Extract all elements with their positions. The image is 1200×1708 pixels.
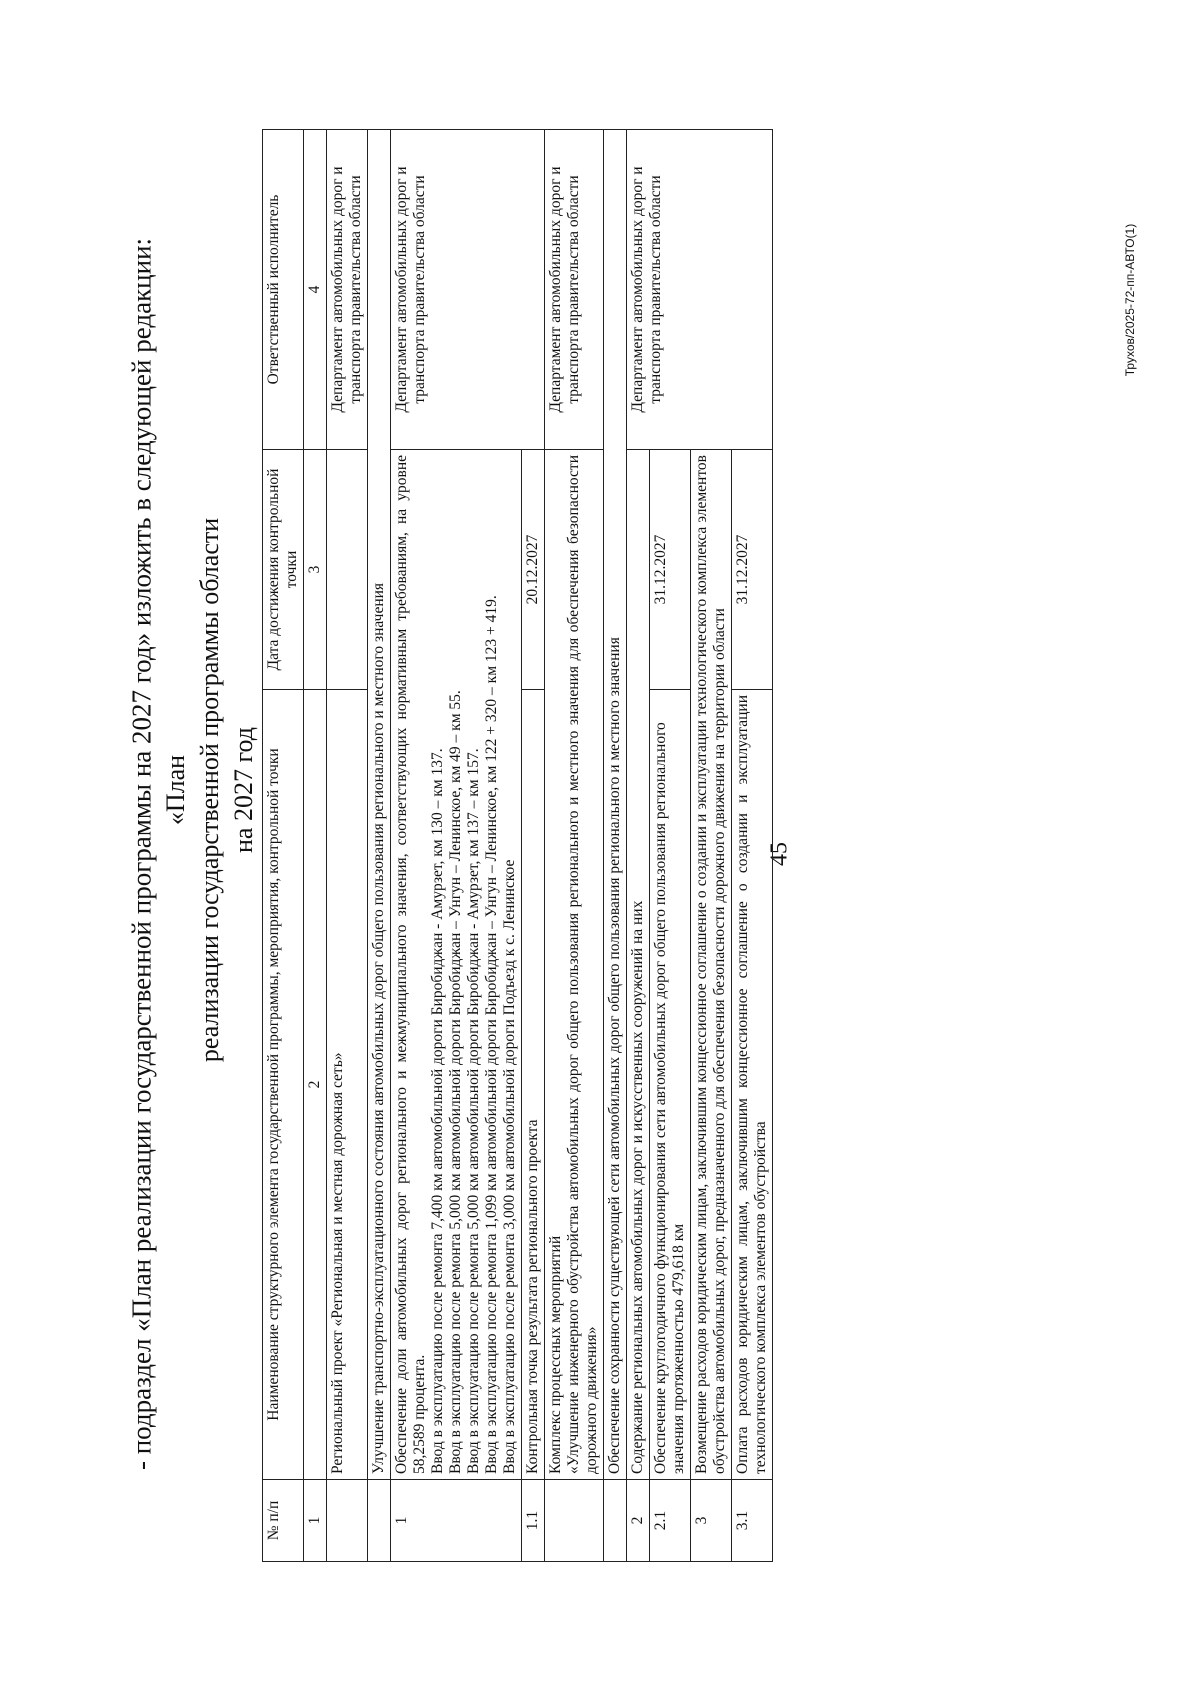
result-1-executor: Департамент автомобильных дорог и транспорта правительства области [391,130,545,450]
row-num: 3.1 [732,1480,773,1562]
col-number-3: 3 [304,450,327,690]
control-point-2-1-date: 31.12.2027 [650,450,691,690]
col-number-1: 1 [304,1480,327,1562]
result-1-p2: Ввод в эксплуатацию после ремонта 7,400 км автомобильной дороги Биробиджан - Амурзет, км 130 – км 137. [429,748,446,1474]
page-number: 45 [766,842,793,866]
result-1-description [391,450,522,1480]
result-1-p5: Ввод в эксплуатацию после ремонта 1,099 км автомобильной дороги Биробиджан – Унгун – Ленинское, км 122 + 320 – км 123 + 419. [483,595,500,1474]
col-number-2: 2 [304,690,327,1480]
control-point-name: Контрольная точка результата регионального проекта [522,690,545,1480]
col-number-4: 4 [304,130,327,450]
table-header-row [263,130,304,1562]
cell-num [368,1480,391,1562]
result-1-p1: Обеспечение доли автомобильных дорог регионального и межмуниципального значения, соответствующих нормативным требованиям, на уровне 58,2589 процента. [393,455,428,1474]
table-row [545,130,604,1562]
control-point-3-1-date: 31.12.2027 [732,450,773,690]
complex-description [545,450,604,1480]
goal-1: Улучшение транспортно-эксплуатационного состояния автомобильных дорог общего пользования регионального и местного значения [368,130,391,1480]
table-row [368,130,391,1562]
plan-title-line-1: «План [161,754,190,826]
row-num: 1 [391,1480,522,1562]
event-2-name: Содержание региональных автомобильных дорог и искусственных сооружений на них [627,450,650,1480]
event-3-name: Возмещение расходов юридическим лицам, заключившим концессионное соглашение о создании и эксплуатации технологического комплекса элементов обустройства автомобильных дорог, предназначенного для обеспечения безопасности дорожного движения на территории области [691,450,732,1480]
result-1-p6: Ввод в эксплуатацию после ремонта 3,000 км автомобильной дороги Подъезд к с. Ленинское [501,859,518,1474]
plan-title-line-2: реализации государственной программы области [195,517,224,1063]
table-row [627,130,650,1562]
header-executor: Ответственный исполнитель [263,130,304,450]
header-date: Дата достижения контрольной точки [263,450,304,690]
row-num: 2.1 [650,1480,691,1562]
plan-title-line-3: на 2027 год [229,727,258,853]
table-row [327,130,368,1562]
table-column-numbers-row [304,130,327,1562]
footer-code: Трухов/2025-72-пп-АВТО(1) [1123,223,1137,377]
header-name: Наименование структурного элемента государственной программы, мероприятия, контрольной точки [263,690,304,1480]
table-row [604,130,627,1562]
complex-label: Комплекс процессных мероприятий [547,1235,564,1474]
header-num: № п/п [263,1480,304,1562]
plan-title [159,518,261,1062]
control-point-3-1-name: Оплата расходов юридическим лицам, заключившим концессионное соглашение о создании и эксплуатации технологического комплекса элементов обустройства [732,690,773,1480]
complex-executor: Департамент автомобильных дорог и транспорта правительства области [545,130,604,450]
cell-num [545,1480,604,1562]
intro-line: - подраздел «План реализации государственной программы на 2027 год» изложить в следующей редакции: [126,237,157,1471]
plan-table-wrapper [262,130,1114,1562]
plan-table [262,129,773,1562]
goal-2: Обеспечение сохранности существующей сети автомобильных дорог общего пользования регионального и местного значения [604,130,627,1480]
complex-name: «Улучшение инженерного обустройства автомобильных дорог общего пользования регионального и местного значения для обеспечения безопасности дорожного движения» [565,455,600,1474]
row-num: 1.1 [522,1480,545,1562]
project-name: Региональный проект «Региональная и местная дорожная сеть» [327,690,368,1480]
control-point-date: 20.12.2027 [522,450,545,690]
cell-num [604,1480,627,1562]
row-num: 3 [691,1480,732,1562]
project-executor: Департамент автомобильных дорог и транспорта правительства области [327,130,368,450]
event-2-executor: Департамент автомобильных дорог и транспорта правительства области [627,130,773,450]
table-row [391,130,522,1562]
control-point-2-1-name: Обеспечение круглогодичного функционирования сети автомобильных дорог общего пользования регионального значения протяженностью 479,618 км [650,690,691,1480]
cell-num [327,1480,368,1562]
result-1-p3: Ввод в эксплуатацию после ремонта 5,000 км автомобильной дороги Биробиджан – Унгун – Ленинское, км 49 – км 55. [447,690,464,1474]
cell-date [327,450,368,690]
result-1-p4: Ввод в эксплуатацию после ремонта 5,000 км автомобильной дороги Биробиджан - Амурзет, км 137 – км 157. [465,748,482,1474]
row-num: 2 [627,1480,650,1562]
